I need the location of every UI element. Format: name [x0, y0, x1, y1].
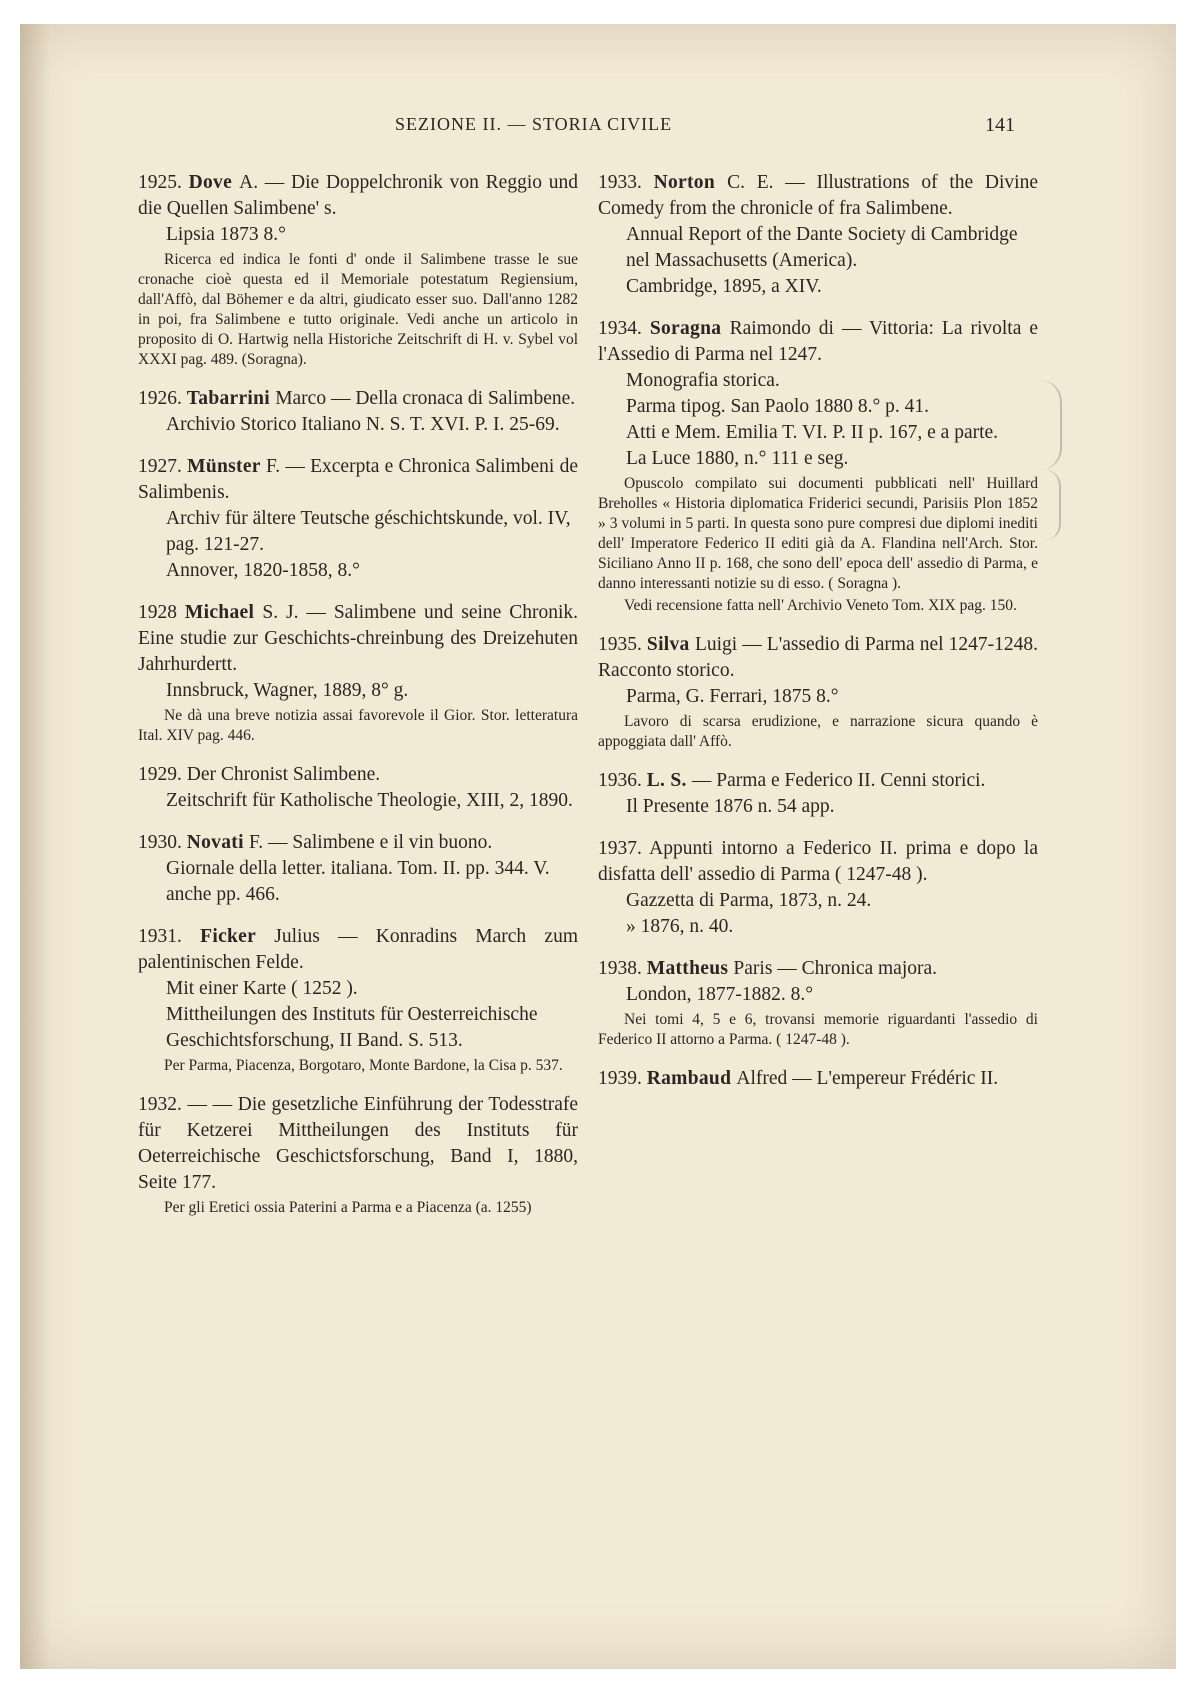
- entry-publication: Parma tipog. San Paolo 1880 8.° p. 41.: [626, 396, 929, 417]
- entry-title: Der Chronist Salimbene.: [186, 764, 381, 785]
- entry-number: 1938.: [598, 958, 647, 979]
- entry-author: Silva: [646, 634, 695, 655]
- entry-author: Mattheus: [646, 958, 734, 979]
- entry-title: F. — Salimbene e il vin buono.: [248, 832, 493, 853]
- entry-author: Michael: [184, 602, 263, 623]
- entry-note: Ricerca ed indica le fonti d' onde il Salimbene trasse le sue cronache cioè questa ed il Memoriale potestatum Regiensium, dall'Affò, dal Böhemer e da altri, giudicato esser suo. Dall'anno 1282 in poi, fra Salimbene e tutto originale. Vedi anche un articolo in proposito di O. Hartwig nella Historiche Zeitschrift di H. v. Sybel vol XXXI pag. 489. (Soragna).: [138, 251, 578, 368]
- entry-title: Luigi — L'assedio di Parma nel 1247-1248. Racconto storico.: [598, 634, 1038, 681]
- entry-publication: Mittheilungen des Instituts für Oesterreichische Geschichtsforschung, II Band. S. 513.: [166, 1004, 538, 1051]
- entry-author: Ficker: [200, 926, 275, 947]
- entry-heading: [138, 600, 578, 678]
- entry-heading: [598, 316, 1038, 368]
- entry-heading: [138, 924, 578, 976]
- entry-publication: Giornale della letter. italiana. Tom. II. pp. 344. V. anche pp. 466.: [166, 858, 550, 905]
- entry-publication: Cambridge, 1895, a XIV.: [626, 276, 822, 297]
- entry-heading: [598, 768, 1038, 794]
- entry-title: C. E. — Illustrations of the Divine Comedy from the chronicle of fra Salimbene.: [598, 172, 1039, 219]
- entry-note: Ne dà una breve notizia assai favorevole il Gior. Stor. letteratura Ital. XIV pag. 446.: [138, 707, 578, 744]
- entry-title: Raimondo di — Vittoria: La rivolta e l'Assedio di Parma nel 1247.: [598, 318, 1038, 365]
- entry-heading: [598, 632, 1038, 684]
- entry-title: F. — Excerpta e Chronica Salimbeni de Salimbenis.: [138, 456, 579, 503]
- entry-author: L. S.: [646, 770, 692, 791]
- entry-author: Rambaud: [646, 1068, 737, 1089]
- right-column: [598, 170, 1038, 1108]
- entry-heading: [138, 386, 578, 412]
- entry-heading: [598, 956, 1038, 982]
- entry-note: Nei tomi 4, 5 e 6, trovansi memorie riguardanti l'assedio di Federico II attorno a Parma. ( 1247-48 ).: [598, 1011, 1038, 1048]
- bibliography-entry: [138, 762, 578, 814]
- entry-author: Novati: [186, 832, 249, 853]
- entry-publication: Parma, G. Ferrari, 1875 8.°: [626, 686, 839, 707]
- entry-number: 1926.: [138, 388, 187, 409]
- bibliography-entry: [138, 386, 578, 438]
- entry-title: Alfred — L'empereur Frédéric II.: [736, 1068, 999, 1089]
- margin-pencil-mark: [1045, 470, 1061, 540]
- entry-number: 1937.: [598, 838, 650, 859]
- entry-publication: Atti e Mem. Emilia T. VI. P. II p. 167, e a parte.: [626, 422, 999, 443]
- bibliography-entry: [138, 454, 578, 584]
- bibliography-entry: [138, 600, 578, 746]
- entry-number: 1929.: [138, 764, 187, 785]
- entry-publication: London, 1877-1882. 8.°: [626, 984, 814, 1005]
- entry-number: 1939.: [598, 1068, 647, 1089]
- entry-publication: Lipsia 1873 8.°: [166, 224, 286, 245]
- entry-note: Opuscolo compilato sui documenti pubblicati nell' Huillard Breholles « Historia diplomatica Friderici secundi, Parisiis Plon 1852 » 3 volumi in 5 parti. In questa sono pure compresi due diplomi inediti dell' Imperatore Federico II editi già da A. Flandina nell'Arch. Stor. Siciliano Anno II p. 168, che sono dell' epoca dell' assedio di Parma, e danno interessanti notizie su di esso. ( Soragna ).: [598, 475, 1038, 592]
- entry-author: Tabarrini: [186, 388, 276, 409]
- entry-note: Per Parma, Piacenza, Borgotaro, Monte Bardone, la Cisa p. 537.: [164, 1057, 563, 1074]
- entry-number: 1927.: [138, 456, 188, 477]
- entry-heading: [138, 170, 578, 222]
- entry-publication: » 1876, n. 40.: [626, 916, 734, 937]
- entry-publication: Archiv für ältere Teutsche géschichtskunde, vol. IV, pag. 121-27.: [166, 508, 571, 555]
- entry-number: 1935.: [598, 634, 647, 655]
- bibliography-entry: [138, 924, 578, 1076]
- entry-heading: [138, 1092, 578, 1196]
- entry-number: 1931.: [138, 926, 201, 947]
- entry-heading: [138, 830, 578, 856]
- page-number: 141: [985, 114, 1015, 136]
- entry-publication: Gazzetta di Parma, 1873, n. 24.: [626, 890, 872, 911]
- entry-title: A. — Die Doppelchronik von Reggio und die Quellen Salimbene' s.: [138, 172, 578, 219]
- entry-heading: [138, 762, 578, 788]
- bibliography-entry: [598, 170, 1038, 300]
- bibliography-entry: [138, 830, 578, 908]
- entry-publication: Innsbruck, Wagner, 1889, 8° g.: [166, 680, 409, 701]
- entry-heading: [598, 170, 1038, 222]
- left-column: [138, 170, 578, 1234]
- bibliography-entry: [598, 632, 1038, 752]
- entry-publication: Zeitschrift für Katholische Theologie, XIII, 2, 1890.: [166, 790, 573, 811]
- entry-title: Marco — Della cronaca di Salimbene.: [275, 388, 576, 409]
- entry-title: — Parma e Federico II. Cenni storici.: [691, 770, 986, 791]
- entry-publication: Mit einer Karte ( 1252 ).: [166, 978, 358, 999]
- entry-number: 1932.: [138, 1094, 188, 1115]
- entry-title: Julius — Konradins March zum palentinischen Felde.: [138, 926, 579, 973]
- bibliography-entry: [598, 768, 1038, 820]
- entry-publication: La Luce 1880, n.° 111 e seg.: [626, 448, 849, 469]
- entry-number: 1928: [138, 602, 185, 623]
- entry-heading: [598, 1066, 1038, 1092]
- bibliography-entry: [138, 170, 578, 370]
- bibliography-entry: [598, 1066, 1038, 1092]
- entry-publication: Annover, 1820-1858, 8.°: [166, 560, 360, 581]
- running-title: SEZIONE II. — STORIA CIVILE: [395, 114, 673, 134]
- entry-publication: Annual Report of the Dante Society di Cambridge nel Massachusetts (America).: [626, 224, 1018, 271]
- entry-number: 1925.: [138, 172, 189, 193]
- entry-title: S. J. — Salimbene und seine Chronik. Eine studie zur Geschichts-chreinbung des Dreizehuten Jahrhurdertt.: [138, 602, 579, 675]
- bibliography-entry: [138, 1092, 578, 1218]
- entry-publication: Monografia storica.: [626, 370, 780, 391]
- entry-note: Lavoro di scarsa erudizione, e narrazione sicura quando è appoggiata dall' Affò.: [598, 713, 1038, 750]
- bibliography-entry: [598, 836, 1038, 940]
- bibliography-entry: [598, 956, 1038, 1050]
- margin-pencil-mark: [1040, 380, 1062, 470]
- entry-number: 1930.: [138, 832, 187, 853]
- entry-author: Dove: [188, 172, 240, 193]
- entry-title: Appunti intorno a Federico II. prima e dopo la disfatta dell' assedio di Parma ( 1247-48 ).: [598, 838, 1038, 885]
- entry-author: Norton: [653, 172, 728, 193]
- entry-note: Per gli Eretici ossia Paterini a Parma e a Piacenza (a. 1255): [164, 1199, 532, 1216]
- entry-heading: [598, 836, 1038, 888]
- entry-publication: Il Presente 1876 n. 54 app.: [626, 796, 835, 817]
- entry-author: Münster: [187, 456, 266, 477]
- entry-title: — — Die gesetzliche Einführung der Todesstrafe für Ketzerei Mittheilungen des Instituts für Oeterreichische Geschictsforschung, Band I, 1880, Seite 177.: [138, 1094, 579, 1193]
- entry-title: Paris — Chronica majora.: [733, 958, 938, 979]
- entry-publication: Archivio Storico Italiano N. S. T. XVI. P. I. 25-69.: [166, 414, 560, 435]
- entry-number: 1934.: [598, 318, 650, 339]
- entry-number: 1933.: [598, 172, 654, 193]
- bibliography-entry: [598, 316, 1038, 616]
- entry-heading: [138, 454, 578, 506]
- entry-note: Vedi recensione fatta nell' Archivio Veneto Tom. XIX pag. 150.: [624, 597, 1017, 614]
- page-header: [135, 114, 1015, 142]
- page-gutter-shadow: [20, 24, 50, 1669]
- entry-number: 1936.: [598, 770, 647, 791]
- entry-author: Soragna: [649, 318, 730, 339]
